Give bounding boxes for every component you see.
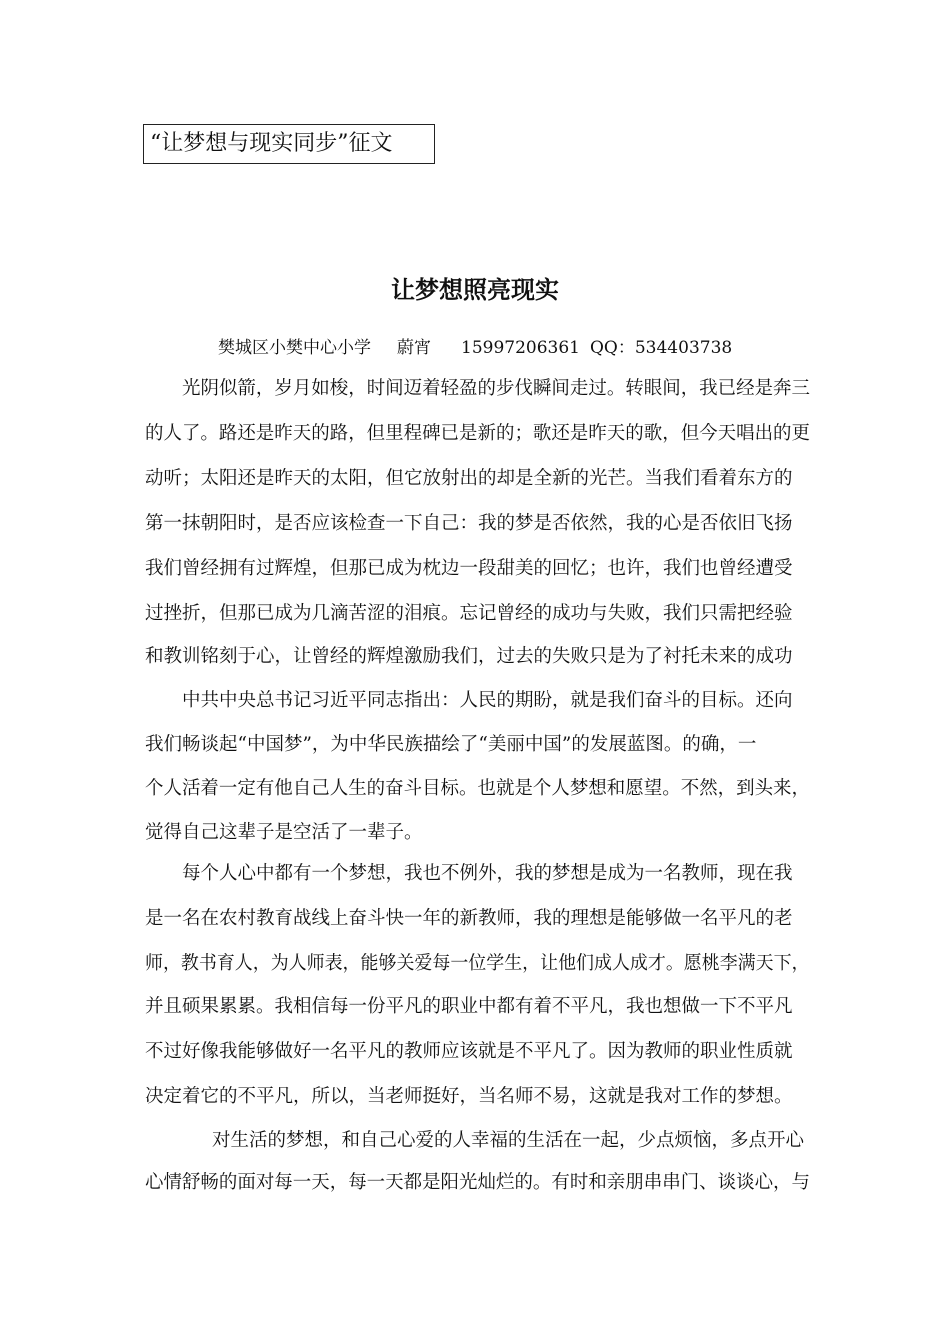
body-line: 的人了。路还是昨天的路，但里程碑已是新的；歌还是昨天的歌，但今天唱出的更 — [145, 423, 811, 444]
body-line: 决定着它的不平凡，所以，当老师挺好，当名师不易，这就是我对工作的梦想。 — [145, 1086, 793, 1107]
body-line: 不过好像我能够做好一名平凡的教师应该就是不平凡了。因为教师的职业性质就 — [145, 1041, 793, 1062]
article-title: 让梦想照亮现实 — [391, 276, 559, 304]
body-line: 和教训铭刻于心，让曾经的辉煌激励我们，过去的失败只是为了衬托未来的成功 — [145, 646, 793, 667]
author-info-line — [218, 334, 732, 362]
author-qq: QQ：534403738 — [589, 338, 733, 358]
body-line: 对生活的梦想，和自己心爱的人幸福的生活在一起，少点烦恼，多点开心 — [212, 1130, 805, 1151]
author-name: 蔚宵 — [397, 338, 431, 358]
body-line: 是一名在农村教育战线上奋斗快一年的新教师，我的理想是能够做一名平凡的老 — [145, 908, 793, 929]
body-line: 第一抹朝阳时，是否应该检查一下自己：我的梦是否依然，我的心是否依旧飞扬 — [145, 513, 793, 534]
body-line: 师，教书育人，为人师表，能够关爱每一位学生，让他们成人成才。愿桃李满天下， — [145, 953, 810, 974]
body-line: 过挫折，但那已成为几滴苦涩的泪痕。忘记曾经的成功与失败，我们只需把经验 — [145, 603, 793, 624]
body-line: 每个人心中都有一个梦想，我也不例外，我的梦想是成为一名教师，现在我 — [182, 863, 793, 884]
contest-label-box: “让梦想与现实同步”征文 — [143, 124, 435, 164]
body-line: 觉得自己这辈子是空活了一辈子。 — [145, 822, 423, 843]
body-line: 光阴似箭，岁月如梭，时间迈着轻盈的步伐瞬间走过。转眼间，我已经是奔三 — [182, 378, 811, 399]
body-line: 心情舒畅的面对每一天，每一天都是阳光灿烂的。有时和亲朋串串门、谈谈心，与 — [145, 1172, 811, 1193]
body-line: 个人活着一定有他自己人生的奋斗目标。也就是个人梦想和愿望。不然，到头来， — [145, 778, 811, 799]
body-line: 我们畅谈起“中国梦”，为中华民族描绘了“美丽中国”的发展蓝图。的确，一 — [145, 734, 757, 755]
body-line: 动听；太阳还是昨天的太阳，但它放射出的却是全新的光芒。当我们看着东方的 — [145, 468, 793, 489]
author-phone: 15997206361 — [461, 338, 580, 358]
author-school: 樊城区小樊中心小学 — [218, 338, 371, 358]
body-line: 中共中央总书记习近平同志指出：人民的期盼，就是我们奋斗的目标。还向 — [182, 690, 793, 711]
body-line: 我们曾经拥有过辉煌，但那已成为枕边一段甜美的回忆；也许，我们也曾经遭受 — [145, 558, 793, 579]
body-line: 并且硕果累累。我相信每一份平凡的职业中都有着不平凡，我也想做一下不平凡 — [145, 996, 793, 1017]
